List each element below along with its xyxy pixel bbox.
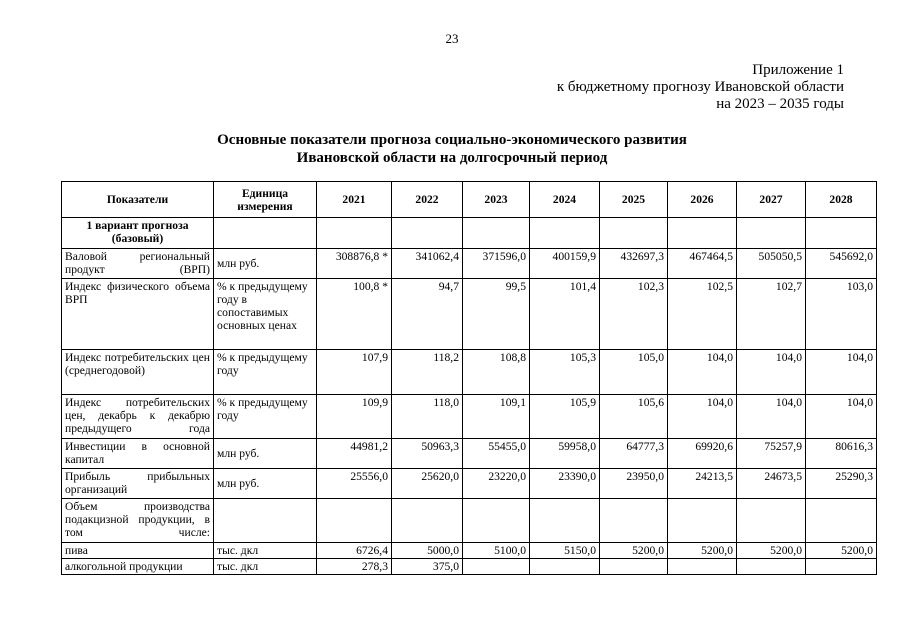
value-cell: 278,3 bbox=[317, 559, 392, 575]
value-cell: 69920,6 bbox=[668, 439, 737, 469]
value-cell: 100,8 * bbox=[317, 279, 392, 350]
value-cell bbox=[317, 499, 392, 543]
value-cell: 118,0 bbox=[392, 395, 463, 439]
header-year: 2024 bbox=[530, 182, 600, 218]
header-year: 2026 bbox=[668, 182, 737, 218]
header-year: 2028 bbox=[806, 182, 877, 218]
indicator-cell: Инвестиции в основной капитал bbox=[62, 439, 214, 469]
indicator-cell: Индекс физического объема ВРП bbox=[62, 279, 214, 350]
value-cell: 545692,0 bbox=[806, 249, 877, 279]
empty-cell bbox=[806, 218, 877, 249]
title-line-1: Основные показатели прогноза социально-экономического развития bbox=[217, 132, 687, 148]
value-cell: 5200,0 bbox=[668, 543, 737, 559]
document-title bbox=[0, 131, 904, 167]
value-cell: 505050,5 bbox=[737, 249, 806, 279]
value-cell: 5000,0 bbox=[392, 543, 463, 559]
table-row bbox=[62, 249, 877, 279]
value-cell bbox=[668, 499, 737, 543]
unit-cell: % к предыдущему году в сопоставимых основных ценах bbox=[214, 279, 317, 350]
value-cell: 371596,0 bbox=[463, 249, 530, 279]
value-cell: 105,0 bbox=[600, 350, 668, 395]
value-cell bbox=[600, 499, 668, 543]
value-cell bbox=[600, 559, 668, 575]
table-row bbox=[62, 279, 877, 350]
value-cell: 102,5 bbox=[668, 279, 737, 350]
appendix-note bbox=[557, 62, 844, 113]
value-cell: 55455,0 bbox=[463, 439, 530, 469]
empty-cell bbox=[737, 218, 806, 249]
value-cell: 109,1 bbox=[463, 395, 530, 439]
indicator-cell: Индекс потребительских цен (среднегодовой) bbox=[62, 350, 214, 395]
value-cell: 80616,3 bbox=[806, 439, 877, 469]
section-row bbox=[62, 218, 877, 249]
value-cell: 25556,0 bbox=[317, 469, 392, 499]
table-row bbox=[62, 543, 877, 559]
value-cell: 105,9 bbox=[530, 395, 600, 439]
indicator-cell: алкогольной продукции bbox=[62, 559, 214, 575]
value-cell: 104,0 bbox=[806, 395, 877, 439]
value-cell: 24673,5 bbox=[737, 469, 806, 499]
value-cell bbox=[463, 559, 530, 575]
header-year: 2022 bbox=[392, 182, 463, 218]
header-year: 2021 bbox=[317, 182, 392, 218]
empty-cell bbox=[214, 218, 317, 249]
header-unit: Единица измерения bbox=[214, 182, 317, 218]
value-cell: 400159,9 bbox=[530, 249, 600, 279]
value-cell: 24213,5 bbox=[668, 469, 737, 499]
unit-cell bbox=[214, 499, 317, 543]
value-cell: 105,3 bbox=[530, 350, 600, 395]
empty-cell bbox=[600, 218, 668, 249]
empty-cell bbox=[668, 218, 737, 249]
page-number: 23 bbox=[445, 31, 459, 46]
indicator-cell: пива bbox=[62, 543, 214, 559]
header-year: 2023 bbox=[463, 182, 530, 218]
value-cell bbox=[463, 499, 530, 543]
appendix-line-3: на 2023 – 2035 годы bbox=[716, 96, 844, 112]
unit-cell: % к предыдущему году bbox=[214, 395, 317, 439]
value-cell: 5200,0 bbox=[600, 543, 668, 559]
table-header-row bbox=[62, 182, 877, 218]
empty-cell bbox=[463, 218, 530, 249]
header-year: 2027 bbox=[737, 182, 806, 218]
value-cell bbox=[737, 499, 806, 543]
value-cell: 341062,4 bbox=[392, 249, 463, 279]
value-cell: 75257,9 bbox=[737, 439, 806, 469]
indicator-cell: Индекс потребительских цен, декабрь к декабрю предыдущего года bbox=[62, 395, 214, 439]
value-cell: 103,0 bbox=[806, 279, 877, 350]
value-cell: 467464,5 bbox=[668, 249, 737, 279]
value-cell: 50963,3 bbox=[392, 439, 463, 469]
value-cell: 5200,0 bbox=[806, 543, 877, 559]
value-cell: 25290,3 bbox=[806, 469, 877, 499]
value-cell: 5150,0 bbox=[530, 543, 600, 559]
table-row bbox=[62, 350, 877, 395]
empty-cell bbox=[530, 218, 600, 249]
section-label: 1 вариант прогноза (базовый) bbox=[62, 218, 214, 249]
value-cell: 104,0 bbox=[668, 350, 737, 395]
value-cell: 118,2 bbox=[392, 350, 463, 395]
value-cell: 5100,0 bbox=[463, 543, 530, 559]
table-row bbox=[62, 559, 877, 575]
table-row bbox=[62, 439, 877, 469]
value-cell: 104,0 bbox=[806, 350, 877, 395]
value-cell: 101,4 bbox=[530, 279, 600, 350]
unit-cell: тыс. дкл bbox=[214, 543, 317, 559]
value-cell: 6726,4 bbox=[317, 543, 392, 559]
value-cell: 59958,0 bbox=[530, 439, 600, 469]
indicator-cell: Объем производства подакцизной продукции, в том числе: bbox=[62, 499, 214, 543]
value-cell: 94,7 bbox=[392, 279, 463, 350]
value-cell bbox=[806, 559, 877, 575]
value-cell: 107,9 bbox=[317, 350, 392, 395]
empty-cell bbox=[392, 218, 463, 249]
value-cell: 25620,0 bbox=[392, 469, 463, 499]
value-cell: 102,7 bbox=[737, 279, 806, 350]
value-cell: 104,0 bbox=[737, 395, 806, 439]
value-cell: 64777,3 bbox=[600, 439, 668, 469]
indicator-cell: Прибыль прибыльных организаций bbox=[62, 469, 214, 499]
value-cell: 104,0 bbox=[737, 350, 806, 395]
value-cell bbox=[806, 499, 877, 543]
value-cell: 102,3 bbox=[600, 279, 668, 350]
unit-cell: млн руб. bbox=[214, 469, 317, 499]
value-cell: 23220,0 bbox=[463, 469, 530, 499]
value-cell: 99,5 bbox=[463, 279, 530, 350]
empty-cell bbox=[317, 218, 392, 249]
unit-cell: % к предыдущему году bbox=[214, 350, 317, 395]
value-cell: 109,9 bbox=[317, 395, 392, 439]
value-cell: 5200,0 bbox=[737, 543, 806, 559]
header-indicator: Показатели bbox=[62, 182, 214, 218]
value-cell bbox=[530, 499, 600, 543]
value-cell: 44981,2 bbox=[317, 439, 392, 469]
value-cell: 108,8 bbox=[463, 350, 530, 395]
value-cell bbox=[668, 559, 737, 575]
table-row bbox=[62, 469, 877, 499]
value-cell: 23390,0 bbox=[530, 469, 600, 499]
appendix-line-2: к бюджетному прогнозу Ивановской области bbox=[556, 79, 844, 95]
value-cell bbox=[392, 499, 463, 543]
header-year: 2025 bbox=[600, 182, 668, 218]
table-row bbox=[62, 395, 877, 439]
value-cell: 104,0 bbox=[668, 395, 737, 439]
unit-cell: млн руб. bbox=[214, 249, 317, 279]
unit-cell: тыс. дкл bbox=[214, 559, 317, 575]
unit-cell: млн руб. bbox=[214, 439, 317, 469]
value-cell: 432697,3 bbox=[600, 249, 668, 279]
indicator-cell: Валовой региональный продукт (ВРП) bbox=[62, 249, 214, 279]
value-cell bbox=[530, 559, 600, 575]
value-cell: 23950,0 bbox=[600, 469, 668, 499]
appendix-line-1: Приложение 1 bbox=[752, 62, 844, 78]
table-row bbox=[62, 499, 877, 543]
value-cell: 375,0 bbox=[392, 559, 463, 575]
value-cell bbox=[737, 559, 806, 575]
value-cell: 308876,8 * bbox=[317, 249, 392, 279]
value-cell: 105,6 bbox=[600, 395, 668, 439]
indicators-table bbox=[61, 181, 877, 575]
title-line-2: Ивановской области на долгосрочный период bbox=[296, 150, 608, 166]
